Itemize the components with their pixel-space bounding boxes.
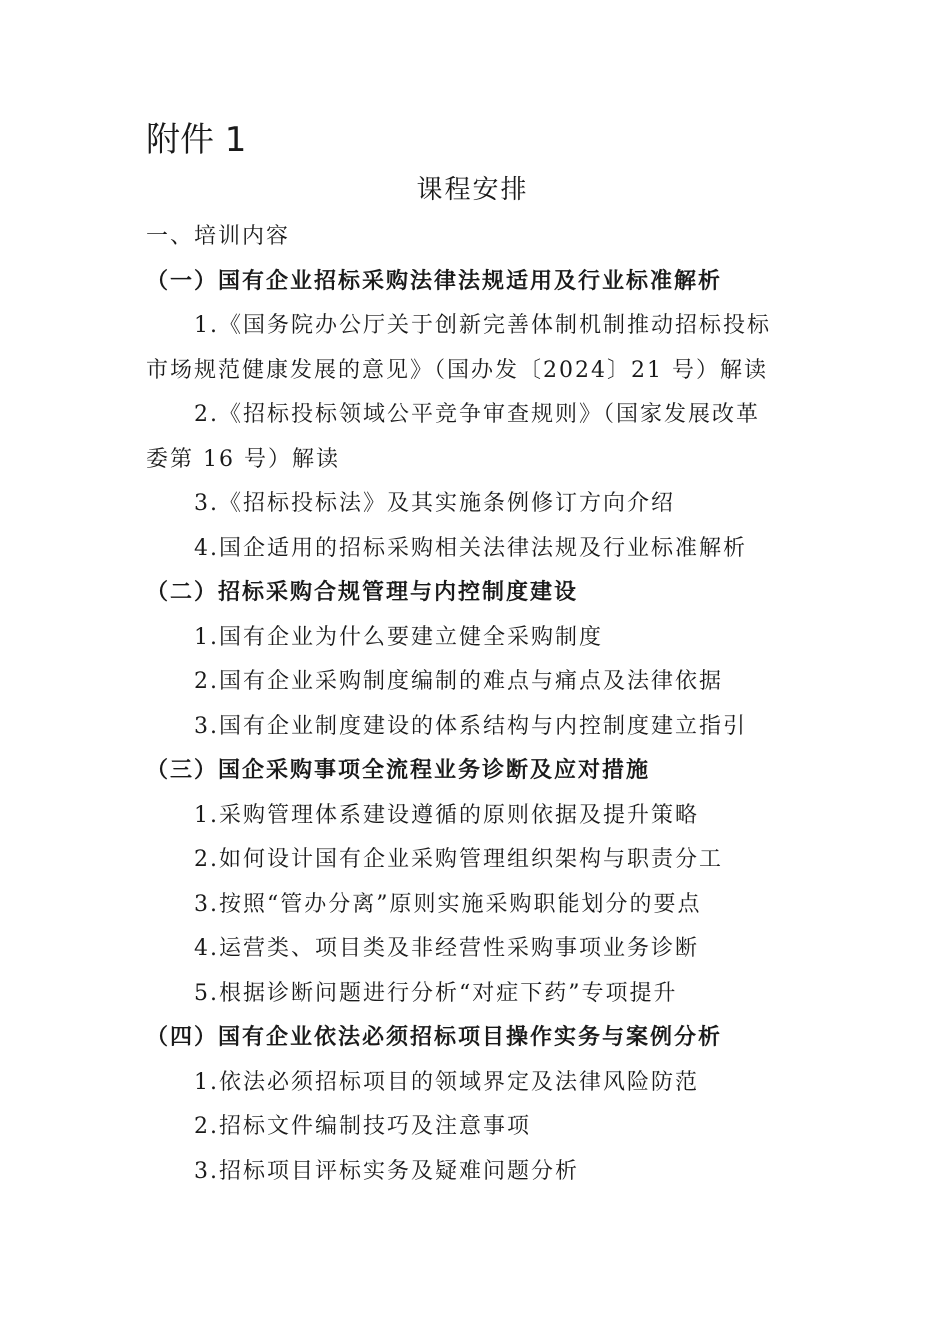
module-heading: （四）国有企业依法必须招标项目操作实务与案例分析: [146, 1025, 723, 1050]
module-heading: （二）招标采购合规管理与内控制度建设: [146, 580, 579, 605]
list-item-continuation: 委第 16 号）解读: [146, 446, 340, 472]
list-item: 3.《招标投标法》及其实施条例修订方向介绍: [194, 491, 675, 516]
list-item: 1.《国务院办公厅关于创新完善体制机制推动招标投标: [194, 313, 771, 338]
attachment-label: 附件 1: [146, 120, 247, 160]
module-heading: （一）国有企业招标采购法律法规适用及行业标准解析: [146, 268, 723, 294]
module-heading: （三）国企采购事项全流程业务诊断及应对措施: [146, 758, 651, 783]
list-item: 4.运营类、项目类及非经营性采购事项业务诊断: [194, 936, 699, 961]
document-body: [146, 215, 806, 1194]
list-item: 3.国有企业制度建设的体系结构与内控制度建立指引: [194, 713, 747, 739]
list-item: 2.招标文件编制技巧及注意事项: [194, 1114, 531, 1139]
list-item: 1.国有企业为什么要建立健全采购制度: [194, 624, 603, 650]
list-item: 4.国企适用的招标采购相关法律法规及行业标准解析: [194, 535, 747, 561]
list-item: 2.国有企业采购制度编制的难点与痛点及法律依据: [194, 669, 723, 694]
section-heading: 一、培训内容: [146, 224, 291, 249]
list-item-continuation: 市场规范健康发展的意见》（国办发〔2024〕21 号）解读: [146, 357, 768, 383]
list-item: 2.如何设计国有企业采购管理组织架构与职责分工: [194, 847, 723, 872]
list-item: 3.按照“管办分离”原则实施采购职能划分的要点: [194, 891, 702, 917]
list-item: 2.《招标投标领域公平竞争审查规则》（国家发展改革: [194, 402, 760, 427]
document-title: 课程安排: [416, 175, 529, 205]
list-item: 3.招标项目评标实务及疑难问题分析: [194, 1158, 579, 1184]
list-item: 5.根据诊断问题进行分析“对症下药”专项提升: [194, 980, 678, 1006]
list-item: 1.采购管理体系建设遵循的原则依据及提升策略: [194, 802, 699, 828]
list-item: 1.依法必须招标项目的领域界定及法律风险防范: [194, 1069, 699, 1095]
